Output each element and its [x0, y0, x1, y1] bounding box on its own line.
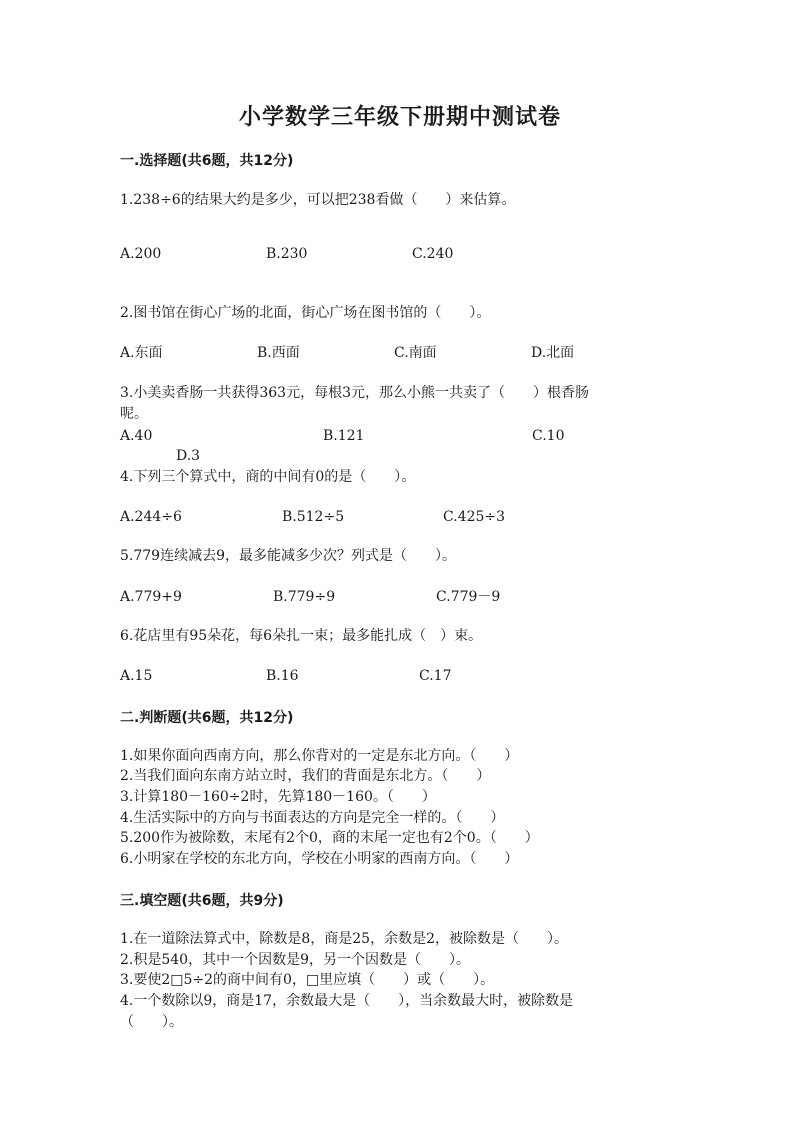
option: C.南面 — [394, 345, 437, 361]
judgement-item: 5.200作为被除数，末尾有2个0，商的末尾一定也有2个0。（ ） — [120, 830, 539, 846]
fill-in-item: 2.积是540，其中一个因数是9，另一个因数是（ ）。 — [120, 952, 470, 968]
option: B.16 — [266, 668, 299, 684]
option: C.17 — [419, 668, 452, 684]
option: C.425÷3 — [443, 509, 506, 525]
judgement-item: 4.生活实际中的方向与书面表达的方向是完全一样的。（ ） — [120, 810, 505, 826]
judgement-item: 6.小明家在学校的东北方向，学校在小明家的西南方向。（ ） — [120, 851, 519, 867]
option: A.东面 — [120, 345, 163, 361]
fill-in-item: 4.一个数除以9，商是17，余数最大是（ ），当余数最大时，被除数是 — [120, 993, 574, 1009]
option: C.779－9 — [436, 589, 501, 605]
option: A.15 — [120, 668, 153, 684]
option: A.779+9 — [120, 589, 182, 605]
section-heading-judgement: 二.判断题(共6题，共12分) — [120, 710, 294, 726]
question-text: 5.779连续减去9，最多能减多少次？列式是（ ）。 — [120, 548, 456, 564]
option: B.230 — [266, 246, 308, 262]
option: A.200 — [120, 246, 162, 262]
question-text: 2.图书馆在街心广场的北面，街心广场在图书馆的（ ）。 — [120, 305, 491, 321]
question-text: 6.花店里有95朵花，每6朵扎一束；最多能扎成（ ）束。 — [120, 628, 483, 644]
section-heading-fill-in: 三.填空题(共6题，共9分) — [120, 893, 284, 909]
fill-in-item: 1.在一道除法算式中，除数是8，商是25，余数是2，被除数是（ ）。 — [120, 931, 568, 947]
fill-in-item-continued: （ ）。 — [120, 1014, 183, 1030]
section-heading-choice: 一.选择题(共6题，共12分) — [120, 153, 294, 169]
question-text: 1.238÷6的结果大约是多少，可以把238看做（ ）来估算。 — [120, 192, 516, 208]
option: D.北面 — [531, 345, 575, 361]
page-title: 小学数学三年级下册期中测试卷 — [238, 105, 561, 130]
option: C.10 — [532, 428, 565, 444]
fill-in-item: 3.要使2□5÷2的商中间有0，□里应填（ ）或（ ）。 — [120, 972, 495, 988]
option: A.244÷6 — [120, 509, 182, 525]
judgement-item: 2.当我们面向东南方站立时，我们的背面是东北方。（ ） — [120, 768, 491, 784]
option: B.西面 — [257, 345, 300, 361]
judgement-item: 3.计算180－160÷2时，先算180－160。（ ） — [120, 789, 436, 805]
question-text: 3.小美卖香肠一共获得363元，每根3元，那么小熊一共卖了（ ）根香肠 — [120, 385, 589, 401]
option: B.121 — [323, 428, 365, 444]
option: B.512÷5 — [282, 509, 345, 525]
judgement-item: 1.如果你面向西南方向，那么你背对的一定是东北方向。（ ） — [120, 748, 519, 764]
option: A.40 — [120, 428, 153, 444]
option: B.779÷9 — [273, 589, 336, 605]
option: D.3 — [176, 448, 201, 464]
question-text: 4.下列三个算式中，商的中间有0的是（ ）。 — [120, 469, 416, 485]
question-text-continued: 呢。 — [120, 406, 148, 422]
option: C.240 — [412, 246, 454, 262]
